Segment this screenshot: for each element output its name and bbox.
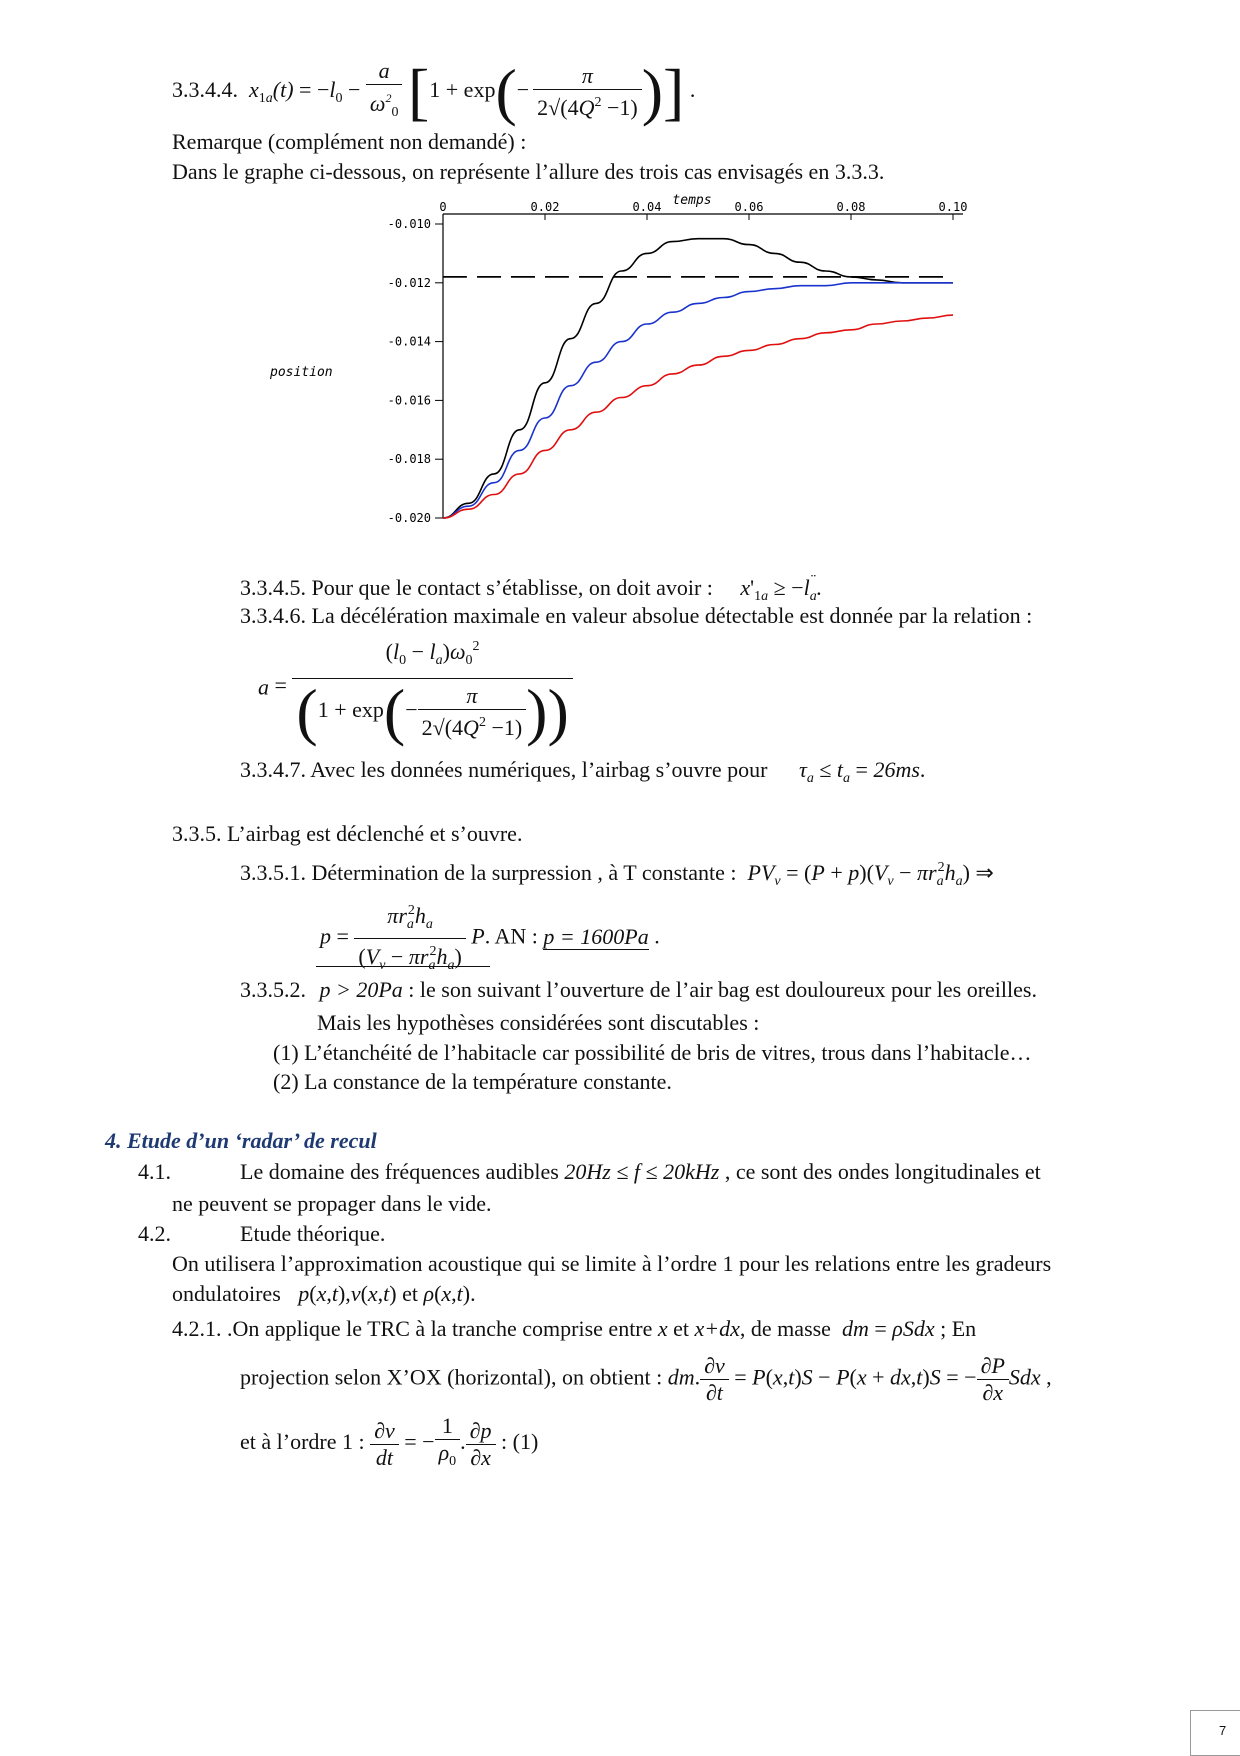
position-chart bbox=[260, 190, 990, 535]
section-3352-cond: p > 20Pa bbox=[319, 977, 403, 1002]
section-3347-text: 3.3.4.7. Avec les données numériques, l’airbag s’ouvre pour bbox=[240, 757, 768, 782]
remark-line-1: Remarque (complément non demandé) : bbox=[172, 129, 527, 154]
section-3347-value: 26ms bbox=[873, 757, 920, 782]
formula-3351-p: p = $\frac{\pi r_a^2h_a}{(V_v - \pi r_a^2h_a)}$ P. AN : p = 1600Pa . bbox=[320, 898, 660, 979]
formula-3344: 3.3.4.4. $x_{1a}(t) = -l_0$ − $\frac{a}{\omega^2_0}$ [1 + exp(− $\frac{\pi}{2√(4Q^2 -1)}$ )] . bbox=[172, 56, 696, 127]
section-4-title: 4. Etude d’un ‘radar’ de recul bbox=[105, 1128, 377, 1153]
section-421-line2: projection selon X’OX (horizontal), on obtient : dm. $\frac{\partial v}{\partial t}$ = P(x,t)S − P(x + dx,t)S = − $\frac{\partial P}{\partial x}$ Sdx , bbox=[240, 1353, 1052, 1405]
formula-3344-label: 3.3.4.4. bbox=[172, 77, 238, 103]
section-42-text: Etude théorique. bbox=[240, 1221, 386, 1246]
section-421-line3: et à l’ordre 1 : $\frac{\partial v}{dt}$ = − $\frac{1}{\rho_0}$ . $\frac{\partial p}{\partial x}$ : (1) bbox=[240, 1413, 539, 1470]
x-tick-label: 0.06 bbox=[734, 200, 764, 214]
y-tick-label: -0.016 bbox=[387, 393, 431, 408]
y-tick-label: -0.014 bbox=[387, 334, 431, 349]
page-number: 7 bbox=[1219, 1723, 1227, 1738]
x-tick-label: 0.08 bbox=[836, 200, 866, 214]
section-3352-text: : le son suivant l’ouverture de l’air bag est douloureux pour les oreilles. bbox=[402, 977, 1037, 1002]
x-tick-label: 0 bbox=[439, 200, 447, 214]
remark-line-2: Dans le graphe ci-dessous, on représente l’allure des trois cas envisagés en 3.3.3. bbox=[172, 159, 885, 184]
section-42-label: 4.2. bbox=[138, 1221, 171, 1246]
section-3346-text: 3.3.4.6. La décélération maximale en valeur absolue détectable est donnée par la relation : bbox=[240, 603, 1033, 628]
section-3352-item2: (2) La constance de la température constante. bbox=[273, 1069, 672, 1094]
y-tick-label: -0.018 bbox=[387, 452, 431, 467]
series-line-critique bbox=[443, 283, 953, 518]
section-42-line2-text: ondulatoires bbox=[172, 1281, 281, 1306]
section-335-text: 3.3.5. L’airbag est déclenché et s’ouvre. bbox=[172, 821, 523, 846]
section-3352-item1: (1) L’étanchéité de l’habitacle car possibilité de bris de vitres, trous dans l’habitacle… bbox=[273, 1040, 1032, 1065]
section-3351-text: 3.3.5.1. Détermination de la surpression , à T constante : bbox=[240, 860, 737, 885]
an-value: p = 1600Pa bbox=[543, 923, 649, 949]
series-line-aperiodique bbox=[443, 315, 953, 518]
x-axis-title: temps bbox=[672, 193, 712, 208]
section-41-formula: 20Hz ≤ f ≤ 20kHz bbox=[564, 1159, 720, 1184]
section-3347: 3.3.4.7. Avec les données numériques, l’airbag s’ouvre pour $\tau_a \le t_a = 26ms$. bbox=[240, 757, 926, 786]
section-3345-text: 3.3.4.5. Pour que le contact s’établisse, on doit avoir : bbox=[240, 575, 713, 600]
x-tick-label: 0.02 bbox=[530, 200, 560, 214]
section-3352-line2: Mais les hypothèses considérées sont discutables : bbox=[317, 1010, 760, 1035]
series-line-pseudo-periodique bbox=[443, 239, 953, 518]
section-41-text1: Le domaine des fréquences audibles bbox=[240, 1159, 559, 1184]
section-41-line2: ne peuvent se propager dans le vide. bbox=[172, 1191, 492, 1216]
page-number-box bbox=[1190, 1710, 1240, 1756]
section-3352-label: 3.3.5.2. bbox=[240, 977, 306, 1002]
x-tick-label: 0.04 bbox=[632, 200, 662, 214]
section-41-label: 4.1. bbox=[138, 1159, 171, 1184]
y-tick-label: -0.012 bbox=[387, 275, 431, 290]
section-3345: 3.3.4.5. Pour que le contact s’établisse, on doit avoir : $x'_{1a} \ge -l_a^¨$. bbox=[240, 572, 822, 604]
x-tick-label: 0.10 bbox=[938, 200, 968, 214]
chart-axes bbox=[443, 214, 963, 518]
section-42-line1: On utilisera l’approximation acoustique qui se limite à l’ordre 1 pour les relations entre les gradeurs bbox=[172, 1251, 1052, 1276]
section-41-line1 bbox=[240, 1159, 1041, 1185]
section-421-text: 4.2.1. .On applique le TRC à la tranche comprise entre bbox=[172, 1316, 653, 1341]
chart-ticks bbox=[388, 200, 968, 525]
section-421-proj: projection selon X’OX (horizontal), on obtient : bbox=[240, 1364, 663, 1390]
an-label: . AN : bbox=[484, 923, 538, 949]
section-421-line1: 4.2.1. .On applique le TRC à la tranche comprise entre x et x+dx, de masse dm = ρSdx ; En bbox=[172, 1316, 977, 1341]
y-tick-label: -0.010 bbox=[387, 217, 431, 231]
y-tick-label: -0.020 bbox=[387, 511, 431, 525]
section-41-text2: , ce sont des ondes longitudinales et bbox=[724, 1159, 1041, 1184]
y-axis-title: position bbox=[270, 365, 333, 380]
section-42-line2: ondulatoires p(x,t),v(x,t) et ρ(x,t). bbox=[172, 1281, 476, 1306]
formula-3346: a = $(l_0 - l_a)\omega_0^2$ (1 + exp(− $\frac{\pi}{2√(4Q^2 -1)}$ )) bbox=[258, 634, 573, 741]
formula-3351-underline bbox=[316, 966, 490, 967]
section-421-order: et à l’ordre 1 : bbox=[240, 1429, 365, 1455]
chart-series bbox=[443, 239, 953, 518]
section-3351: 3.3.5.1. Détermination de la surpression , à T constante : $PV_v = (P + p)(V_v - \pi r_a^2h_a)$ ⇒ bbox=[240, 860, 994, 889]
section-3352 bbox=[240, 977, 1037, 1003]
